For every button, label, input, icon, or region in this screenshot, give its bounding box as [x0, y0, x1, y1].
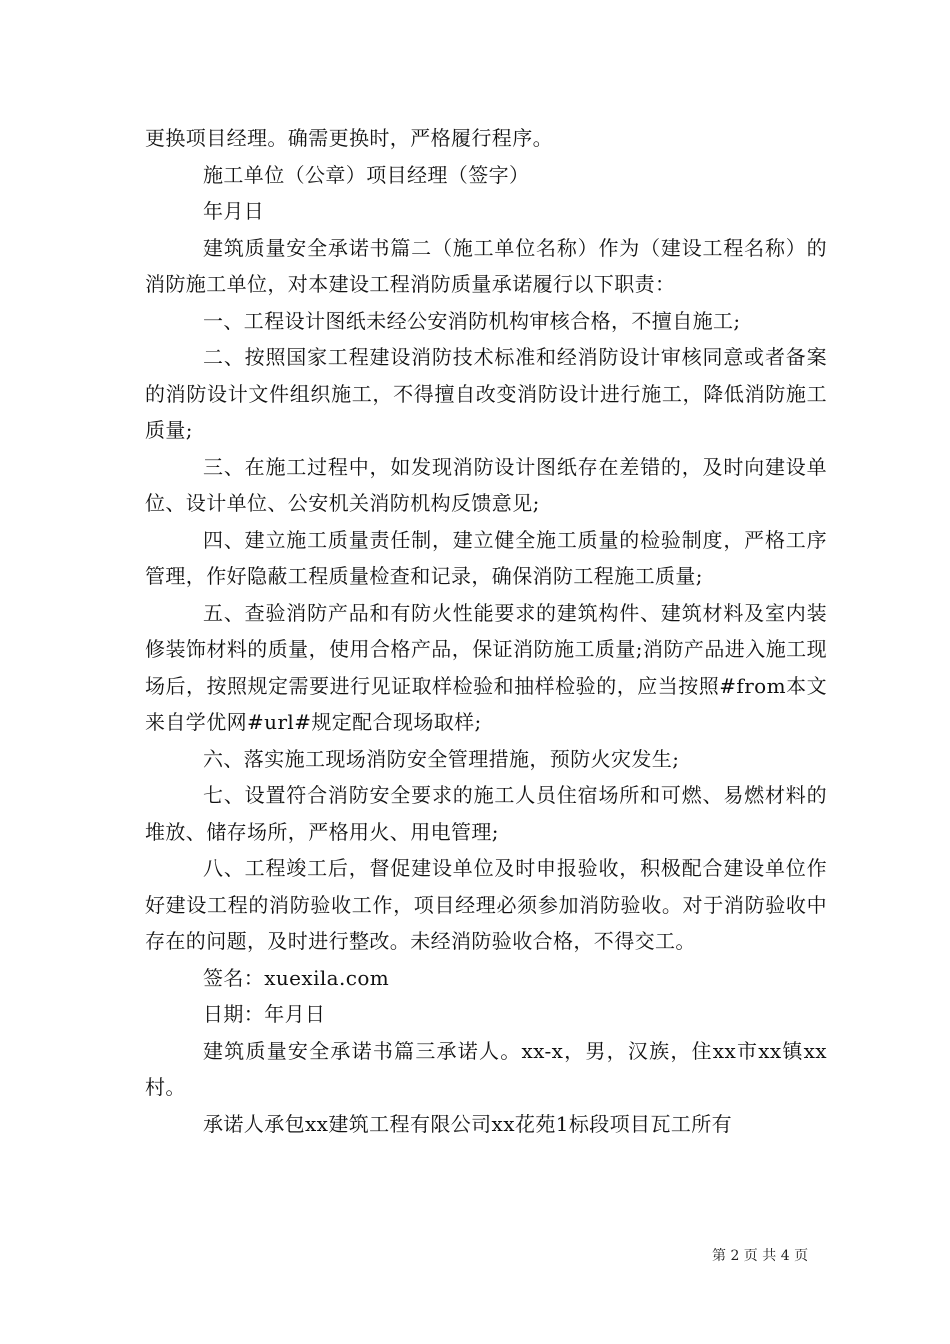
paragraph-10: 六、落实施工现场消防安全管理措施，预防火灾发生; [203, 746, 680, 771]
paragraph-7: 三、在施工过程中，如发现消防设计图纸存在差错的，及时向建设单位、设计单位、公安机关消防机构反馈意见; [145, 454, 827, 515]
signature-line: 签名：xuexila.com [203, 965, 390, 990]
paragraph-16: 承诺人承包xx建筑工程有限公司xx花苑1标段项目瓦工所有 [203, 1111, 733, 1136]
paragraph-3: 年月日 [203, 199, 265, 223]
paragraph-1: 更换项目经理。确需更换时，严格履行程序。 [145, 126, 553, 150]
document-page [145, 120, 827, 1142]
paragraph-12: 八、工程竣工后，督促建设单位及时申报验收，积极配合建设单位作好建设工程的消防验收工作，项目经理必须参加消防验收。对于消防验收中存在的问题，及时进行整改。未经消防验收合格，不得交工。 [145, 856, 827, 953]
paragraph-6: 二、按照国家工程建设消防技术标准和经消防设计审核同意或者备案的消防设计文件组织施工，不得擅自改变消防设计进行施工，降低消防施工质量; [145, 345, 827, 442]
date-line: 日期：年月日 [203, 1002, 326, 1026]
paragraph-9: 五、查验消防产品和有防火性能要求的建筑构件、建筑材料及室内装修装饰材料的质量，使用合格产品，保证消防施工质量;消防产品进入施工现场后，按照规定需要进行见证取样检验和抽样检验的，应当按照#from本文来自学优网#url#规定配合现场取样; [145, 600, 827, 734]
paragraph-8: 四、建立施工质量责任制，建立健全施工质量的检验制度，严格工序管理，作好隐蔽工程质量检查和记录，确保消防工程施工质量; [145, 527, 827, 588]
paragraph-15: 建筑质量安全承诺书篇三承诺人。xx-x，男，汉族，住xx市xx镇xx村。 [145, 1038, 827, 1099]
page-number-footer: 第 2 页 共 4 页 [712, 1248, 809, 1264]
paragraph-5: 一、工程设计图纸未经公安消防机构审核合格，不擅自施工; [203, 308, 741, 333]
paragraph-4: 建筑质量安全承诺书篇二（施工单位名称）作为（建设工程名称）的消防施工单位，对本建设工程消防质量承诺履行以下职责： [145, 235, 827, 296]
paragraph-2: 施工单位（公章）项目经理（签字） [203, 162, 530, 187]
paragraph-11: 七、设置符合消防安全要求的施工人员住宿场所和可燃、易燃材料的堆放、储存场所，严格用火、用电管理; [145, 783, 827, 844]
